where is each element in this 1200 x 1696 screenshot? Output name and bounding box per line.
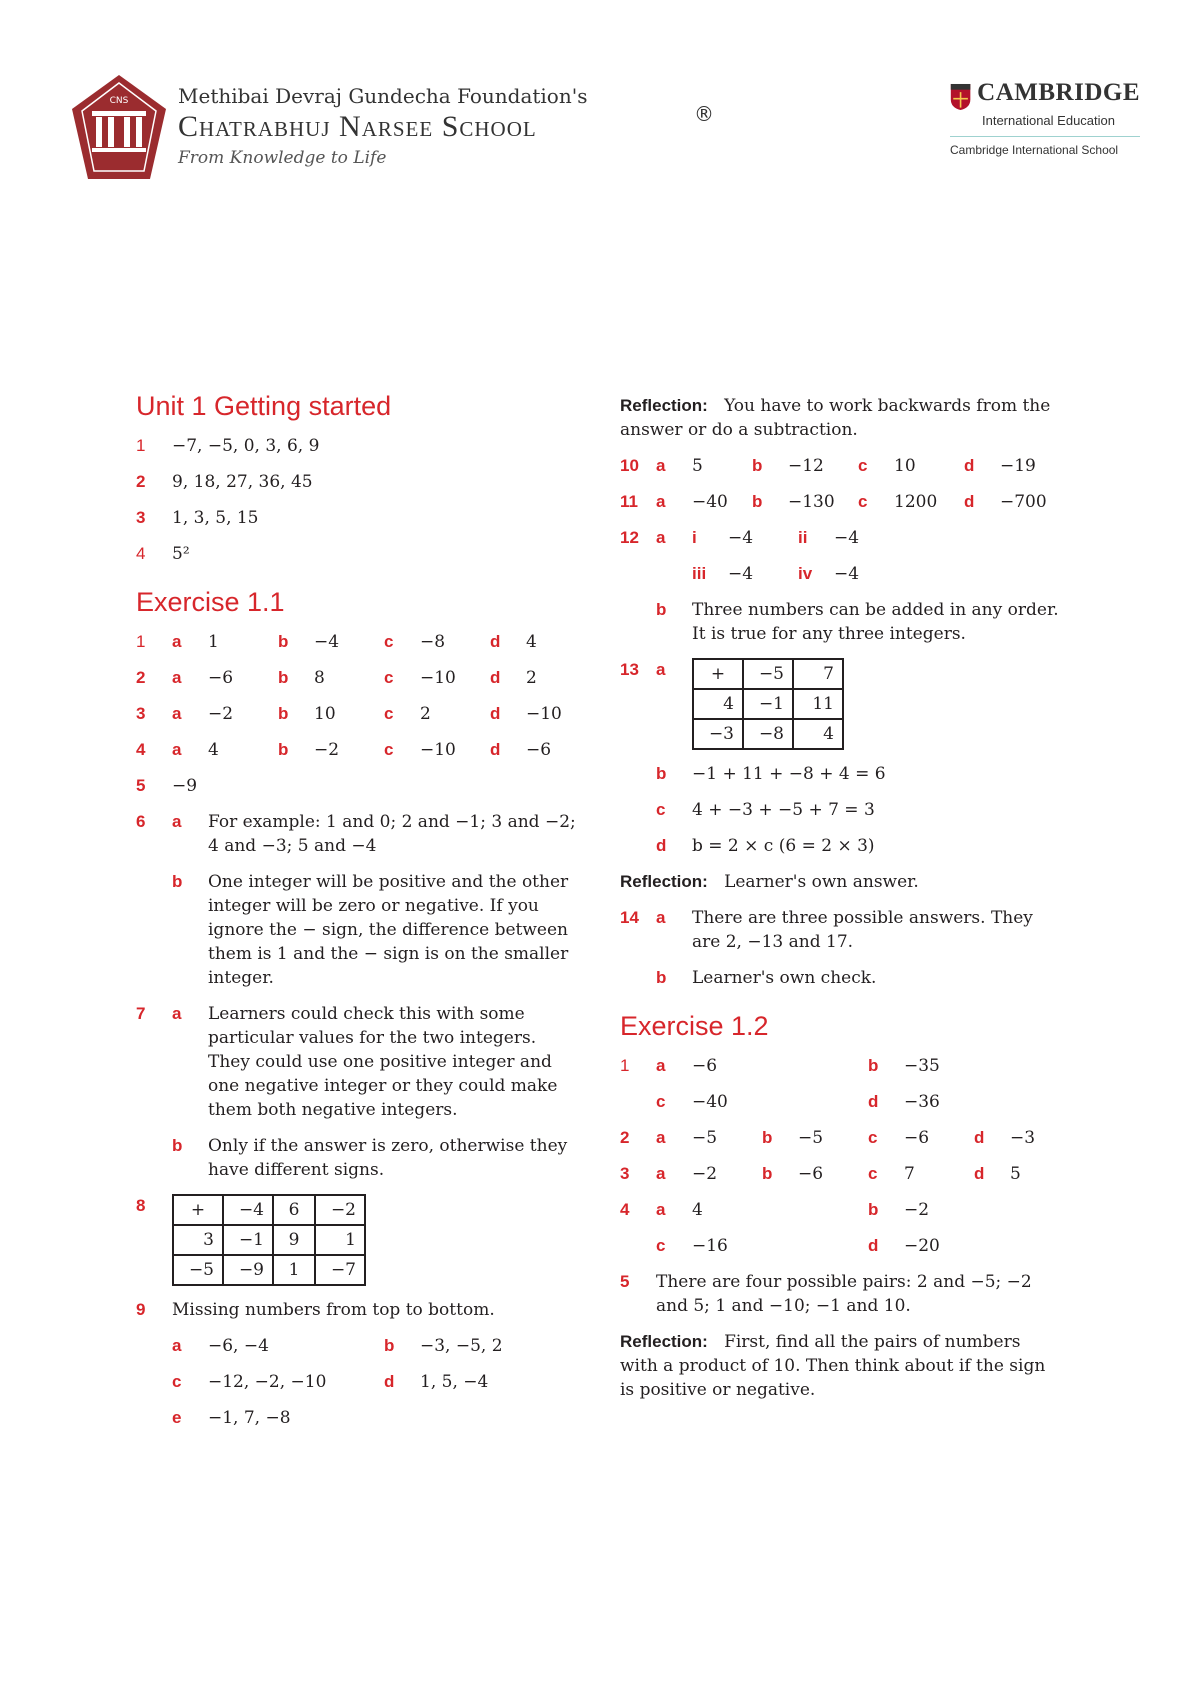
list-item (136, 1370, 581, 1394)
answer-value: −40 (692, 1092, 728, 1112)
answer-value: 5 (692, 456, 703, 476)
reflection-label: Reflection: (620, 396, 708, 415)
reflection-text: Learner's own answer. (724, 872, 919, 892)
reflection-text: You have to work backwards from the answer or do a subtraction. (620, 396, 1051, 440)
cambridge-school-label: Cambridge International School (950, 143, 1119, 157)
part-letter: a (656, 1128, 666, 1147)
answer-value: −6 (208, 668, 234, 688)
part-letter: b (868, 1200, 879, 1219)
list-item (620, 1090, 1060, 1114)
question-number: 9 (136, 1300, 146, 1319)
table-cell: 1 (273, 1255, 315, 1285)
part-letter: d (490, 668, 501, 687)
part-letter: c (384, 632, 394, 651)
part-letter: b (656, 968, 667, 987)
table-cell: 11 (793, 689, 843, 719)
reflection-note (620, 1330, 1060, 1402)
question-number: 3 (136, 508, 146, 527)
cambridge-crest-icon (950, 80, 971, 114)
reflection-label: Reflection: (620, 872, 708, 891)
answer-value: −130 (788, 492, 835, 512)
answer-value: 1 (208, 632, 219, 652)
list-item (136, 810, 581, 858)
list-item (620, 966, 1060, 990)
cambridge-name: CAMBRIDGE (977, 79, 1140, 106)
part-letter: b (278, 704, 289, 723)
part-letter: b (278, 668, 289, 687)
part-letter: a (172, 704, 182, 723)
right-column (620, 394, 1060, 1414)
table-cell: 4 (793, 719, 843, 749)
answer-text: Three numbers can be added in any order. It is true for any three integers. (692, 600, 1059, 644)
answer-value: −4 (834, 564, 860, 584)
question-number: 3 (136, 704, 146, 723)
part-letter: c (656, 800, 666, 819)
part-letter: a (656, 528, 666, 547)
answer-value: 1, 3, 5, 15 (172, 508, 259, 528)
school-tagline: From Knowledge to Life (178, 148, 387, 168)
table-cell: −7 (315, 1255, 365, 1285)
question-number: 3 (620, 1164, 630, 1183)
answer-value: −12, −2, −10 (208, 1372, 327, 1392)
table-cell: −2 (315, 1195, 365, 1225)
part-letter: c (858, 456, 868, 475)
question-number: 13 (620, 660, 639, 679)
list-item (136, 1334, 581, 1358)
list-item (136, 542, 581, 566)
list-item (136, 870, 581, 990)
reflection-text: First, find all the pairs of numbers with a product of 10. Then think about if the sign is positive or negative. (620, 1332, 1046, 1400)
list-item (136, 1298, 581, 1322)
answer-value: −2 (314, 740, 340, 760)
part-letter: c (384, 740, 394, 759)
table-cell: −1 (743, 689, 793, 719)
answer-value: −4 (314, 632, 340, 652)
answer-value: −10 (420, 740, 456, 760)
part-letter: c (858, 492, 868, 511)
answer-text: Missing numbers from top to bottom. (172, 1300, 495, 1320)
list-item (136, 470, 581, 494)
table-cell: 3 (173, 1225, 223, 1255)
answer-text: Learner's own check. (692, 968, 877, 988)
foundation-name: Methibai Devraj Gundecha Foundation's (178, 84, 588, 108)
question-number: 2 (136, 472, 146, 491)
question-number: 14 (620, 908, 639, 927)
part-letter: c (384, 704, 394, 723)
list-item (136, 774, 581, 798)
question-number: 1 (136, 436, 146, 455)
part-letter: iii (692, 564, 707, 583)
cambridge-logo (950, 80, 1140, 157)
answer-value: −6 (692, 1056, 718, 1076)
addition-table (692, 658, 844, 750)
list-item (620, 906, 1060, 954)
answer-value: b = 2 × c (6 = 2 × 3) (692, 836, 875, 856)
answer-value: −12 (788, 456, 824, 476)
part-letter: c (868, 1164, 878, 1183)
answer-value: −6 (526, 740, 552, 760)
part-letter: b (656, 600, 667, 619)
part-letter: a (656, 908, 666, 927)
list-item (136, 434, 581, 458)
part-letter: b (752, 492, 763, 511)
answer-value: −1, 7, −8 (208, 1408, 291, 1428)
list-item (136, 1134, 581, 1182)
school-logo-icon (70, 73, 168, 183)
table-cell: + (693, 659, 743, 689)
question-number: 4 (136, 544, 146, 563)
part-letter: b (868, 1056, 879, 1075)
list-item (620, 1270, 1060, 1318)
divider (950, 136, 1140, 137)
list-item (620, 1234, 1060, 1258)
question-number: 11 (620, 492, 638, 511)
table-cell: 6 (273, 1195, 315, 1225)
question-number: 1 (136, 632, 146, 651)
question-number: 1 (620, 1056, 630, 1075)
part-letter: b (278, 740, 289, 759)
part-letter: a (172, 632, 182, 651)
answer-value: −20 (904, 1236, 940, 1256)
part-letter: a (172, 1336, 182, 1355)
list-item (620, 562, 1060, 586)
part-letter: b (278, 632, 289, 651)
answer-text: One integer will be positive and the other integer will be zero or negative. If you ignore the − sign, the difference between them is 1 and the − sign is on the smaller integer. (208, 872, 569, 988)
part-letter: a (172, 668, 182, 687)
exercise-heading: Exercise 1.2 (620, 1011, 769, 1041)
answer-text: Only if the answer is zero, otherwise they have different signs. (208, 1136, 568, 1180)
answer-value: 8 (314, 668, 325, 688)
part-letter: b (656, 764, 667, 783)
part-letter: d (656, 836, 667, 855)
question-number: 7 (136, 1004, 146, 1023)
part-letter: a (656, 1056, 666, 1075)
table-cell: −3 (693, 719, 743, 749)
part-letter: c (656, 1092, 666, 1111)
list-item (620, 526, 1060, 550)
answer-value: −16 (692, 1236, 728, 1256)
list-item (136, 506, 581, 530)
part-letter: c (384, 668, 394, 687)
answer-value: −40 (692, 492, 728, 512)
list-item (620, 798, 1060, 822)
part-letter: c (172, 1372, 182, 1391)
answer-text: Learners could check this with some particular values for the two integers. They could use one positive integer and one negative integer or they could make them both negative integers. (208, 1004, 558, 1120)
exercise-heading: Exercise 1.1 (136, 587, 285, 617)
answer-value: 4 (208, 740, 219, 760)
reflection-note (620, 870, 1060, 894)
cambridge-subtitle: International Education (982, 113, 1115, 128)
table-cell: 4 (693, 689, 743, 719)
table-cell: −8 (743, 719, 793, 749)
answer-value: 2 (420, 704, 431, 724)
part-letter: d (974, 1164, 985, 1183)
part-letter: d (490, 632, 501, 651)
part-letter: d (964, 456, 975, 475)
answer-value: 4 (692, 1200, 703, 1220)
part-letter: d (384, 1372, 395, 1391)
answer-value: −1 + 11 + −8 + 4 = 6 (692, 764, 886, 784)
answer-value: −9 (172, 776, 198, 796)
answer-value: −4 (834, 528, 860, 548)
list-item (620, 598, 1060, 646)
answer-value: −6, −4 (208, 1336, 269, 1356)
part-letter: b (172, 1136, 183, 1155)
table-cell: 1 (315, 1225, 365, 1255)
part-letter: d (490, 740, 501, 759)
list-item (136, 1406, 581, 1430)
addition-table (172, 1194, 366, 1286)
left-column (136, 390, 581, 1442)
list-item (136, 1194, 581, 1286)
answer-value: −10 (526, 704, 562, 724)
question-number: 5 (136, 776, 146, 795)
table-cell: + (173, 1195, 223, 1225)
table-cell: −5 (173, 1255, 223, 1285)
answer-value: 7 (904, 1164, 915, 1184)
answer-value: −4 (728, 528, 754, 548)
list-item (620, 1198, 1060, 1222)
list-item (136, 738, 581, 762)
answer-value: −7, −5, 0, 3, 6, 9 (172, 436, 320, 456)
part-letter: a (656, 492, 666, 511)
part-letter: d (868, 1236, 879, 1255)
question-number: 10 (620, 456, 639, 475)
answer-value: −10 (420, 668, 456, 688)
part-letter: c (868, 1128, 878, 1147)
list-item (620, 658, 1060, 750)
answer-value: −36 (904, 1092, 940, 1112)
answer-value: −2 (692, 1164, 718, 1184)
answer-value: −8 (420, 632, 446, 652)
question-number: 8 (136, 1196, 146, 1215)
part-letter: a (656, 660, 666, 679)
list-item (620, 834, 1060, 858)
answer-value: 4 + −3 + −5 + 7 = 3 (692, 800, 875, 820)
part-letter: ii (798, 528, 808, 547)
answer-value: −3, −5, 2 (420, 1336, 503, 1356)
answer-text: There are three possible answers. They are 2, −13 and 17. (692, 908, 1033, 952)
answer-value: 1, 5, −4 (420, 1372, 489, 1392)
question-number: 4 (136, 740, 146, 759)
answer-value: −4 (728, 564, 754, 584)
answer-value: −700 (1000, 492, 1047, 512)
part-letter: a (656, 456, 666, 475)
table-cell: −9 (223, 1255, 273, 1285)
list-item (620, 490, 1060, 514)
answer-value: 2 (526, 668, 537, 688)
table-cell: −1 (223, 1225, 273, 1255)
part-letter: d (974, 1128, 985, 1147)
answer-text: For example: 1 and 0; 2 and −1; 3 and −2; 4 and −3; 5 and −4 (208, 812, 576, 856)
table-cell: 7 (793, 659, 843, 689)
answer-value: −6 (904, 1128, 930, 1148)
answer-value: −19 (1000, 456, 1036, 476)
answer-value: −5 (692, 1128, 718, 1148)
table-cell: 9 (273, 1225, 315, 1255)
reflection-label: Reflection: (620, 1332, 708, 1351)
question-number: 5 (620, 1272, 630, 1291)
reflection-note (620, 394, 1060, 442)
list-item (136, 630, 581, 654)
part-letter: d (490, 704, 501, 723)
part-letter: b (762, 1128, 773, 1147)
registered-mark: ® (694, 102, 714, 126)
part-letter: d (964, 492, 975, 511)
list-item (620, 762, 1060, 786)
question-number: 12 (620, 528, 639, 547)
answer-value: 9, 18, 27, 36, 45 (172, 472, 313, 492)
badge-text: CNS (109, 96, 129, 106)
part-letter: a (656, 1164, 666, 1183)
list-item (136, 1002, 581, 1122)
school-name: Chatrabhuj Narsee School (178, 110, 537, 143)
part-letter: d (868, 1092, 879, 1111)
list-item (136, 702, 581, 726)
list-item (620, 1126, 1060, 1150)
answer-value: −2 (208, 704, 234, 724)
answer-value: 10 (894, 456, 916, 476)
question-number: 2 (620, 1128, 630, 1147)
page-header (60, 68, 1150, 188)
school-title-block (178, 84, 588, 168)
part-letter: b (172, 872, 183, 891)
answer-value: 1200 (894, 492, 938, 512)
question-number: 2 (136, 668, 146, 687)
part-letter: c (656, 1236, 666, 1255)
question-number: 4 (620, 1200, 630, 1219)
answer-value: −2 (904, 1200, 930, 1220)
list-item (620, 454, 1060, 478)
answer-value: −6 (798, 1164, 824, 1184)
part-letter: a (656, 1200, 666, 1219)
answer-value: 5² (172, 544, 190, 564)
part-letter: b (752, 456, 763, 475)
part-letter: a (172, 812, 182, 831)
unit-heading: Unit 1 Getting started (136, 391, 392, 421)
answer-value: 5 (1010, 1164, 1021, 1184)
part-letter: e (172, 1408, 182, 1427)
part-letter: a (172, 740, 182, 759)
part-letter: i (692, 528, 697, 547)
part-letter: b (384, 1336, 395, 1355)
table-cell: −4 (223, 1195, 273, 1225)
part-letter: b (762, 1164, 773, 1183)
part-letter: a (172, 1004, 182, 1023)
question-number: 6 (136, 812, 146, 831)
answer-value: −3 (1010, 1128, 1036, 1148)
part-letter: iv (798, 564, 813, 583)
answer-value: −35 (904, 1056, 940, 1076)
list-item (620, 1162, 1060, 1186)
answer-value: −5 (798, 1128, 824, 1148)
answer-text: There are four possible pairs: 2 and −5; −2 and 5; 1 and −10; −1 and 10. (656, 1272, 1032, 1316)
table-cell: −5 (743, 659, 793, 689)
answer-value: 10 (314, 704, 336, 724)
list-item (136, 666, 581, 690)
answer-value: 4 (526, 632, 537, 652)
list-item (620, 1054, 1060, 1078)
